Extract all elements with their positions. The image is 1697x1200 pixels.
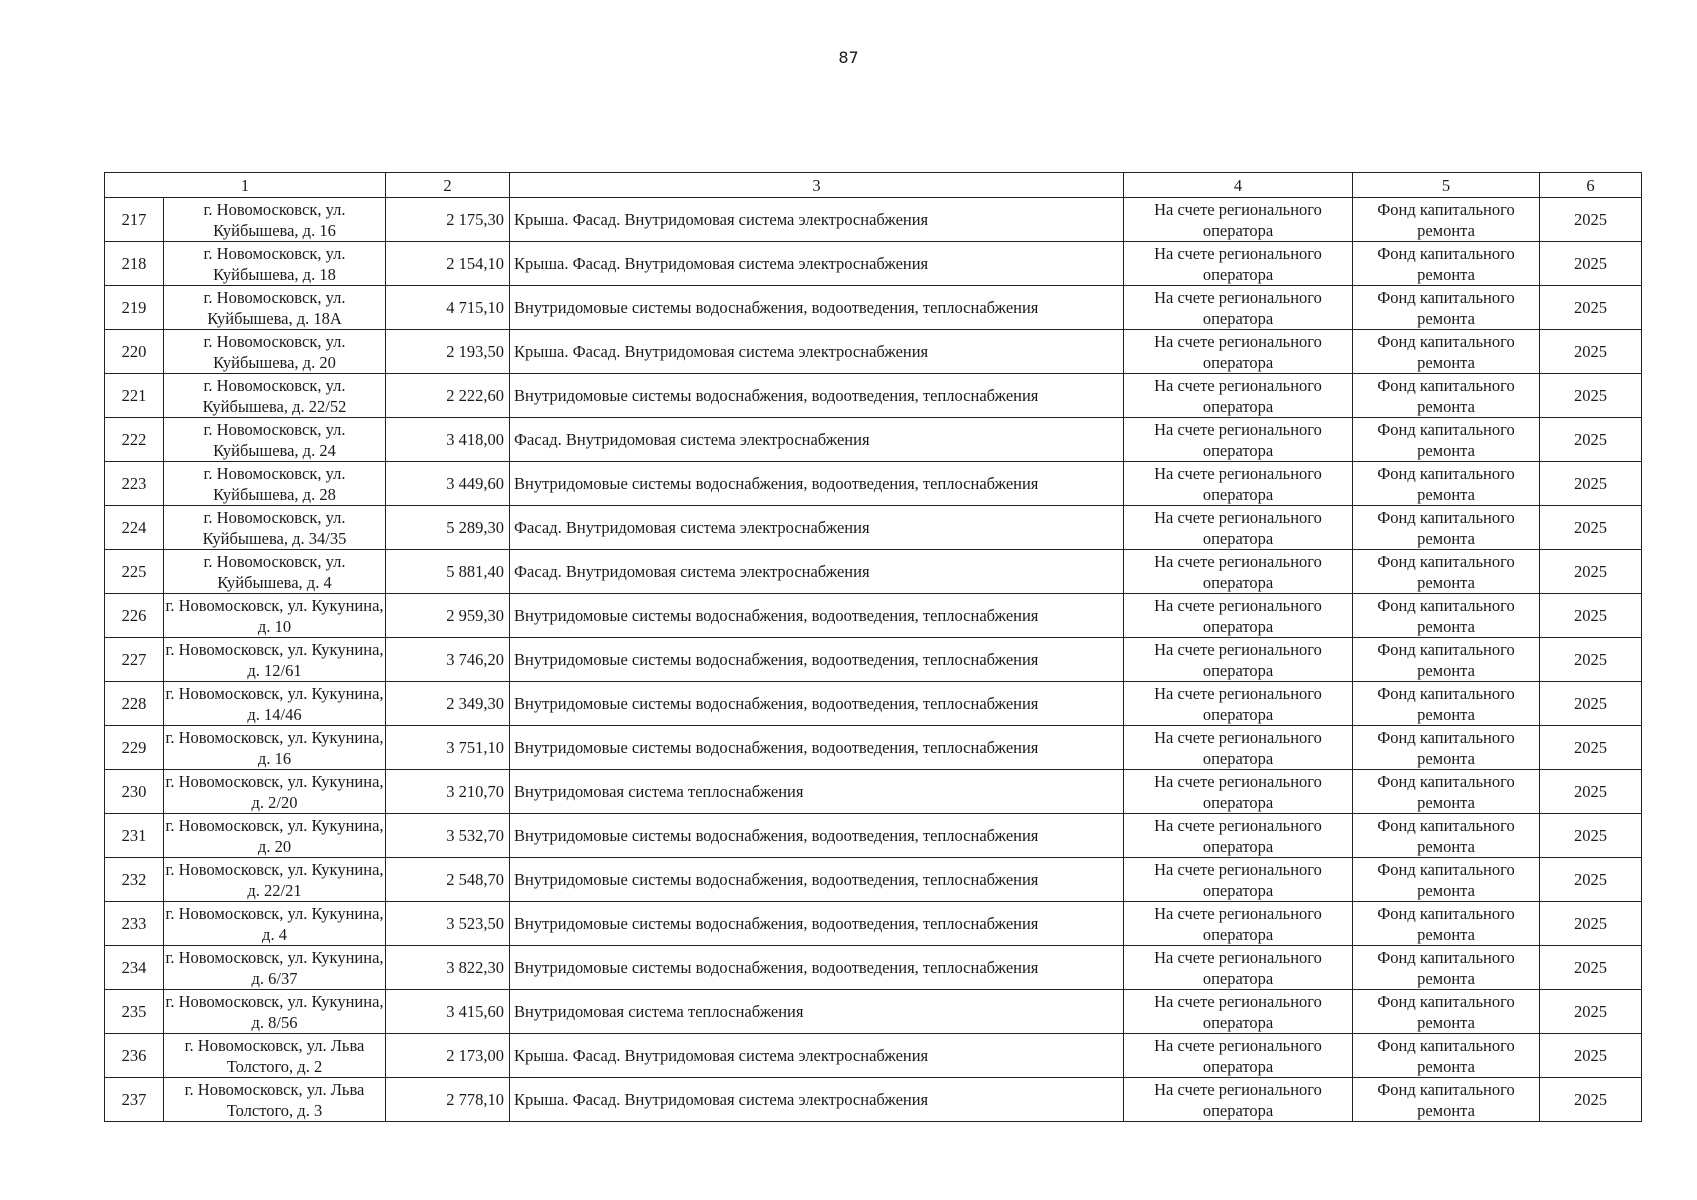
works-cell: Фасад. Внутридомовая система электроснабжения — [510, 506, 1124, 550]
year-cell: 2025 — [1540, 638, 1642, 682]
row-number: 223 — [105, 462, 164, 506]
account-cell: На счете регионального оператора — [1124, 506, 1353, 550]
year-cell: 2025 — [1540, 858, 1642, 902]
address-cell: г. Новомосковск, ул. Кукунина, д. 14/46 — [165, 683, 384, 724]
table-row — [105, 814, 1642, 858]
funding-source-cell: Фонд капитального ремонта — [1353, 638, 1540, 682]
account-cell: На счете регионального оператора — [1124, 198, 1353, 242]
row-number: 226 — [105, 594, 164, 638]
works-cell: Фасад. Внутридомовая система электроснабжения — [510, 550, 1124, 594]
address-cell: г. Новомосковск, ул. Кукунина, д. 6/37 — [165, 947, 384, 988]
table-row — [105, 198, 1642, 242]
header-col-4: 4 — [1124, 173, 1353, 198]
table-row — [105, 418, 1642, 462]
row-number: 229 — [105, 726, 164, 770]
table-row — [105, 330, 1642, 374]
row-number: 236 — [105, 1034, 164, 1078]
year-cell: 2025 — [1540, 990, 1642, 1034]
area-cell: 2 222,60 — [386, 374, 510, 418]
works-cell: Внутридомовые системы водоснабжения, водоотведения, теплоснабжения — [510, 726, 1124, 770]
year-cell: 2025 — [1540, 418, 1642, 462]
account-cell: На счете регионального оператора — [1124, 462, 1353, 506]
table-row — [105, 594, 1642, 638]
account-cell: На счете регионального оператора — [1124, 902, 1353, 946]
table-header-row — [105, 173, 1642, 198]
account-cell: На счете регионального оператора — [1124, 330, 1353, 374]
area-cell: 2 548,70 — [386, 858, 510, 902]
funding-source-cell: Фонд капитального ремонта — [1353, 418, 1540, 462]
address-cell: г. Новомосковск, ул. Куйбышева, д. 18А — [164, 286, 386, 330]
table-row — [105, 990, 1642, 1034]
header-col-3: 3 — [510, 173, 1124, 198]
header-col-1: 1 — [105, 173, 386, 198]
funding-source-cell: Фонд капитального ремонта — [1353, 946, 1540, 990]
funding-source-cell: Фонд капитального ремонта — [1353, 550, 1540, 594]
funding-source-cell: Фонд капитального ремонта — [1353, 330, 1540, 374]
account-cell: На счете регионального оператора — [1124, 242, 1353, 286]
funding-source-cell: Фонд капитального ремонта — [1353, 242, 1540, 286]
works-cell: Внутридомовые системы водоснабжения, водоотведения, теплоснабжения — [510, 286, 1124, 330]
area-cell: 3 449,60 — [386, 462, 510, 506]
works-cell: Внутридомовые системы водоснабжения, водоотведения, теплоснабжения — [510, 946, 1124, 990]
address-cell: г. Новомосковск, ул. Льва Толстого, д. 2 — [164, 1034, 386, 1078]
account-cell: На счете регионального оператора — [1124, 814, 1353, 858]
works-cell: Крыша. Фасад. Внутридомовая система электроснабжения — [510, 1078, 1124, 1122]
area-cell: 3 751,10 — [386, 726, 510, 770]
funding-source-cell: Фонд капитального ремонта — [1353, 286, 1540, 330]
funding-source-cell: Фонд капитального ремонта — [1353, 594, 1540, 638]
address-cell: г. Новомосковск, ул. Кукунина, д. 22/21 — [165, 859, 384, 900]
row-number: 225 — [105, 550, 164, 594]
account-cell: На счете регионального оператора — [1124, 1034, 1353, 1078]
year-cell: 2025 — [1540, 770, 1642, 814]
table-row — [105, 506, 1642, 550]
table-row — [105, 1078, 1642, 1122]
row-number: 217 — [105, 198, 164, 242]
header-col-2: 2 — [386, 173, 510, 198]
works-cell: Внутридомовая система теплоснабжения — [510, 770, 1124, 814]
funding-source-cell: Фонд капитального ремонта — [1353, 858, 1540, 902]
year-cell: 2025 — [1540, 242, 1642, 286]
area-cell: 2 778,10 — [386, 1078, 510, 1122]
row-number: 220 — [105, 330, 164, 374]
funding-source-cell: Фонд капитального ремонта — [1353, 726, 1540, 770]
address-cell: г. Новомосковск, ул. Кукунина, д. 20 — [165, 815, 384, 856]
table-row — [105, 770, 1642, 814]
works-cell: Крыша. Фасад. Внутридомовая система электроснабжения — [510, 1034, 1124, 1078]
header-col-6: 6 — [1540, 173, 1642, 198]
year-cell: 2025 — [1540, 462, 1642, 506]
table-row — [105, 242, 1642, 286]
account-cell: На счете регионального оператора — [1124, 1078, 1353, 1122]
area-cell: 5 289,30 — [386, 506, 510, 550]
account-cell: На счете регионального оператора — [1124, 858, 1353, 902]
row-number: 235 — [105, 990, 164, 1034]
funding-source-cell: Фонд капитального ремонта — [1353, 374, 1540, 418]
year-cell: 2025 — [1540, 682, 1642, 726]
table-row — [105, 858, 1642, 902]
account-cell: На счете регионального оператора — [1124, 286, 1353, 330]
works-cell: Крыша. Фасад. Внутридомовая система электроснабжения — [510, 198, 1124, 242]
year-cell: 2025 — [1540, 1034, 1642, 1078]
row-number: 227 — [105, 638, 164, 682]
address-cell: г. Новомосковск, ул. Кукунина, д. 2/20 — [165, 771, 384, 812]
area-cell: 2 175,30 — [386, 198, 510, 242]
area-cell: 2 154,10 — [386, 242, 510, 286]
table-row — [105, 374, 1642, 418]
area-cell: 5 881,40 — [386, 550, 510, 594]
table-row — [105, 946, 1642, 990]
works-cell: Крыша. Фасад. Внутридомовая система электроснабжения — [510, 330, 1124, 374]
account-cell: На счете регионального оператора — [1124, 682, 1353, 726]
works-cell: Внутридомовые системы водоснабжения, водоотведения, теплоснабжения — [510, 858, 1124, 902]
funding-source-cell: Фонд капитального ремонта — [1353, 1034, 1540, 1078]
area-cell: 2 959,30 — [386, 594, 510, 638]
address-cell: г. Новомосковск, ул. Куйбышева, д. 16 — [164, 198, 386, 242]
area-cell: 3 415,60 — [386, 990, 510, 1034]
works-cell: Внутридомовые системы водоснабжения, водоотведения, теплоснабжения — [510, 462, 1124, 506]
works-cell: Внутридомовые системы водоснабжения, водоотведения, теплоснабжения — [510, 814, 1124, 858]
table-row — [105, 286, 1642, 330]
table-row — [105, 1034, 1642, 1078]
year-cell: 2025 — [1540, 594, 1642, 638]
row-number: 228 — [105, 682, 164, 726]
row-number: 224 — [105, 506, 164, 550]
works-cell: Внутридомовые системы водоснабжения, водоотведения, теплоснабжения — [510, 374, 1124, 418]
row-number: 233 — [105, 902, 164, 946]
works-cell: Внутридомовые системы водоснабжения, водоотведения, теплоснабжения — [510, 638, 1124, 682]
table-row — [105, 902, 1642, 946]
row-number: 230 — [105, 770, 164, 814]
area-cell: 2 193,50 — [386, 330, 510, 374]
account-cell: На счете регионального оператора — [1124, 726, 1353, 770]
year-cell: 2025 — [1540, 198, 1642, 242]
area-cell: 3 822,30 — [386, 946, 510, 990]
row-number: 234 — [105, 946, 164, 990]
area-cell: 4 715,10 — [386, 286, 510, 330]
page-number: 87 — [838, 48, 859, 67]
account-cell: На счете регионального оператора — [1124, 594, 1353, 638]
address-cell: г. Новомосковск, ул. Куйбышева, д. 4 — [164, 550, 386, 594]
year-cell: 2025 — [1540, 550, 1642, 594]
account-cell: На счете регионального оператора — [1124, 418, 1353, 462]
address-cell: г. Новомосковск, ул. Кукунина, д. 16 — [165, 727, 384, 768]
year-cell: 2025 — [1540, 726, 1642, 770]
table-body — [105, 198, 1642, 1122]
address-cell: г. Новомосковск, ул. Льва Толстого, д. 3 — [164, 1078, 386, 1122]
account-cell: На счете регионального оператора — [1124, 374, 1353, 418]
area-cell: 3 418,00 — [386, 418, 510, 462]
row-number: 219 — [105, 286, 164, 330]
address-cell: г. Новомосковск, ул. Куйбышева, д. 22/52 — [164, 374, 386, 418]
year-cell: 2025 — [1540, 902, 1642, 946]
year-cell: 2025 — [1540, 946, 1642, 990]
account-cell: На счете регионального оператора — [1124, 550, 1353, 594]
table-row — [105, 726, 1642, 770]
funding-source-cell: Фонд капитального ремонта — [1353, 462, 1540, 506]
area-cell: 3 746,20 — [386, 638, 510, 682]
year-cell: 2025 — [1540, 286, 1642, 330]
funding-source-cell: Фонд капитального ремонта — [1353, 506, 1540, 550]
address-cell: г. Новомосковск, ул. Кукунина, д. 4 — [165, 903, 384, 944]
funding-source-cell: Фонд капитального ремонта — [1353, 1078, 1540, 1122]
area-cell: 3 210,70 — [386, 770, 510, 814]
account-cell: На счете регионального оператора — [1124, 638, 1353, 682]
works-cell: Внутридомовая система теплоснабжения — [510, 990, 1124, 1034]
funding-source-cell: Фонд капитального ремонта — [1353, 814, 1540, 858]
account-cell: На счете регионального оператора — [1124, 946, 1353, 990]
account-cell: На счете регионального оператора — [1124, 770, 1353, 814]
account-cell: На счете регионального оператора — [1124, 990, 1353, 1034]
row-number: 237 — [105, 1078, 164, 1122]
table-row — [105, 462, 1642, 506]
address-cell: г. Новомосковск, ул. Куйбышева, д. 34/35 — [164, 506, 386, 550]
header-col-5: 5 — [1353, 173, 1540, 198]
area-cell: 3 532,70 — [386, 814, 510, 858]
area-cell: 2 349,30 — [386, 682, 510, 726]
row-number: 222 — [105, 418, 164, 462]
address-cell: г. Новомосковск, ул. Куйбышева, д. 20 — [164, 330, 386, 374]
address-cell: г. Новомосковск, ул. Кукунина, д. 10 — [165, 595, 384, 636]
table-row — [105, 550, 1642, 594]
table-row — [105, 682, 1642, 726]
works-cell: Крыша. Фасад. Внутридомовая система электроснабжения — [510, 242, 1124, 286]
works-cell: Внутридомовые системы водоснабжения, водоотведения, теплоснабжения — [510, 902, 1124, 946]
repair-program-table — [104, 172, 1642, 1122]
address-cell: г. Новомосковск, ул. Куйбышева, д. 28 — [164, 462, 386, 506]
funding-source-cell: Фонд капитального ремонта — [1353, 682, 1540, 726]
year-cell: 2025 — [1540, 330, 1642, 374]
year-cell: 2025 — [1540, 814, 1642, 858]
table-row — [105, 638, 1642, 682]
address-cell: г. Новомосковск, ул. Кукунина, д. 12/61 — [165, 639, 384, 680]
row-number: 218 — [105, 242, 164, 286]
address-cell: г. Новомосковск, ул. Куйбышева, д. 18 — [164, 242, 386, 286]
year-cell: 2025 — [1540, 506, 1642, 550]
row-number: 231 — [105, 814, 164, 858]
funding-source-cell: Фонд капитального ремонта — [1353, 902, 1540, 946]
funding-source-cell: Фонд капитального ремонта — [1353, 198, 1540, 242]
address-cell: г. Новомосковск, ул. Куйбышева, д. 24 — [164, 418, 386, 462]
year-cell: 2025 — [1540, 374, 1642, 418]
row-number: 232 — [105, 858, 164, 902]
area-cell: 3 523,50 — [386, 902, 510, 946]
works-cell: Внутридомовые системы водоснабжения, водоотведения, теплоснабжения — [510, 594, 1124, 638]
address-cell: г. Новомосковск, ул. Кукунина, д. 8/56 — [165, 991, 384, 1032]
row-number: 221 — [105, 374, 164, 418]
works-cell: Фасад. Внутридомовая система электроснабжения — [510, 418, 1124, 462]
works-cell: Внутридомовые системы водоснабжения, водоотведения, теплоснабжения — [510, 682, 1124, 726]
area-cell: 2 173,00 — [386, 1034, 510, 1078]
year-cell: 2025 — [1540, 1078, 1642, 1122]
funding-source-cell: Фонд капитального ремонта — [1353, 990, 1540, 1034]
funding-source-cell: Фонд капитального ремонта — [1353, 770, 1540, 814]
